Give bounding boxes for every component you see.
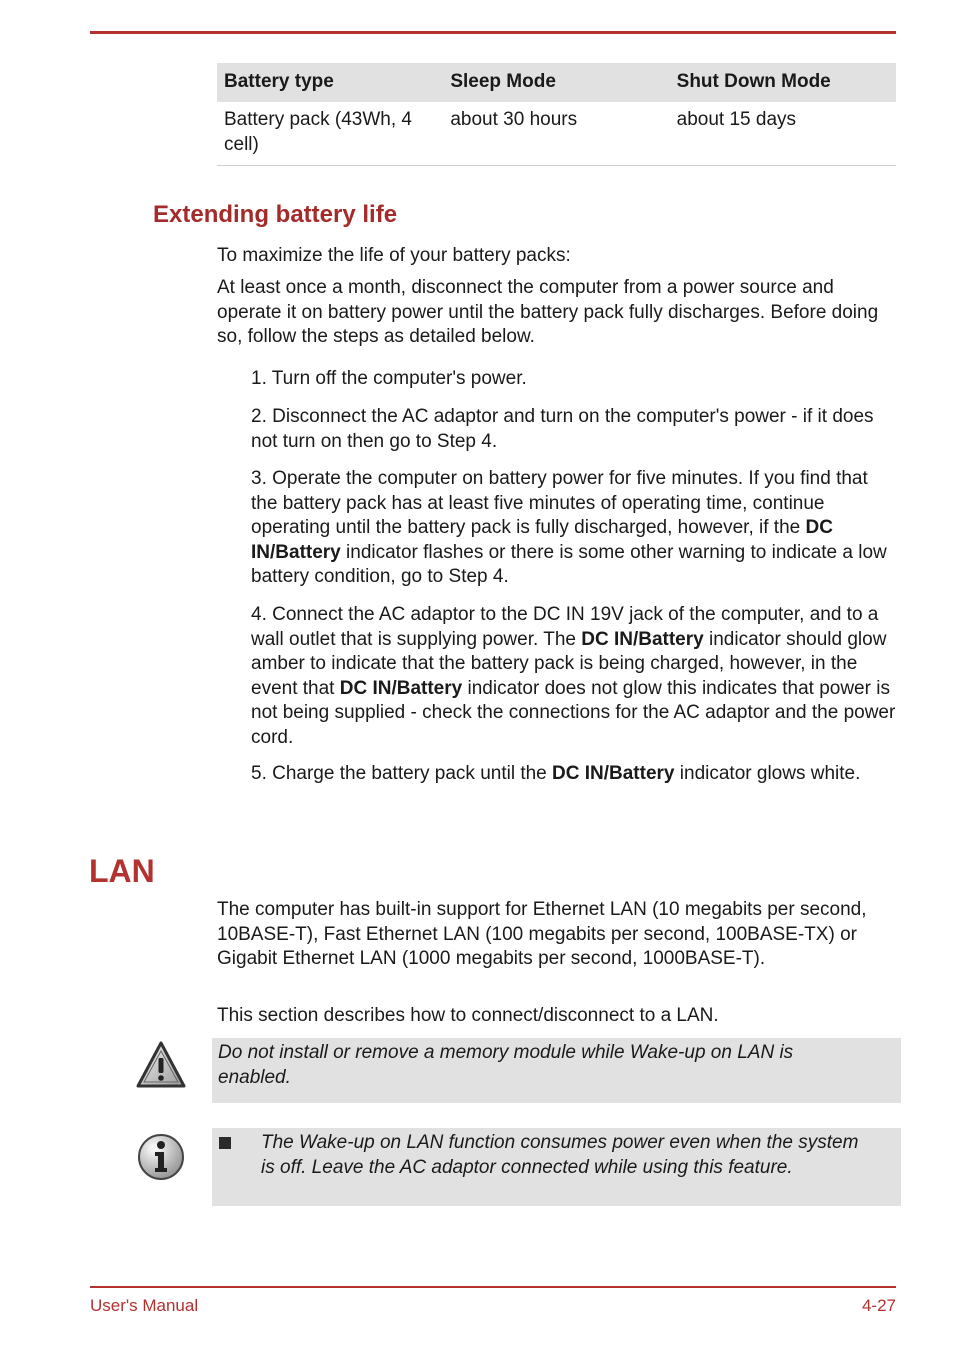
- header-rule: [90, 31, 896, 34]
- step-2: 2. Disconnect the AC adaptor and turn on the computer's power - if it does not turn on then go to Step 4.: [251, 406, 874, 452]
- battery-paragraph: At least once a month, disconnect the computer from a power source and operate it on battery power until the battery pack fully discharges. Before doing so, follow the steps as detailed below.: [217, 277, 879, 347]
- lan-section-description: This section describes how to connect/disconnect to a LAN.: [217, 1005, 719, 1026]
- dc-in-battery-label: DC IN/Battery: [581, 628, 704, 650]
- dc-in-battery-label: DC IN/Battery: [251, 517, 833, 563]
- battery-life-table: [217, 63, 896, 166]
- caution-note: [212, 1038, 901, 1103]
- bullet-square-icon: [219, 1137, 231, 1149]
- caution-text: Do not install or remove a memory module while Wake-up on LAN is enabled.: [218, 1042, 794, 1088]
- footer-manual-title: User's Manual: [90, 1296, 199, 1315]
- table-header-row: [217, 63, 896, 102]
- info-note: [212, 1128, 901, 1206]
- footer-rule: [90, 1286, 896, 1288]
- info-icon: [136, 1132, 186, 1190]
- table-row: [217, 102, 896, 166]
- col-header-shut-down-mode: Shut Down Mode: [670, 63, 896, 102]
- step-4: 4. Connect the AC adaptor to the DC IN 19V jack of the computer, and to a wall outlet that is supplying power. The DC IN/Battery indicator should glow amber to indicate that the battery pack is being charged, however, in the event that DC IN/Battery indicator does not glow this indicates that power is not being supplied - check the connections for the AC adaptor and the power cord.: [251, 604, 896, 748]
- cell-shut-down-mode: about 15 days: [670, 102, 896, 166]
- section-heading-lan: LAN: [89, 853, 155, 889]
- cell-sleep-mode: about 30 hours: [443, 102, 669, 166]
- step-1: 1. Turn off the computer's power.: [251, 368, 527, 389]
- step-5: 5. Charge the battery pack until the DC IN/Battery indicator glows white.: [251, 763, 861, 784]
- step-3: 3. Operate the computer on battery power for five minutes. If you find that the battery pack has at least five minutes of operating time, continue operating until the battery pack is fully discharged, however, if the DC IN/Battery indicator flashes or there is some other warning to indicate a low battery condition, go to Step 4.: [251, 468, 887, 587]
- col-header-battery-type: Battery type: [217, 63, 443, 102]
- info-text: The Wake-up on LAN function consumes power even when the system is off. Leave the AC adaptor connected while using this feature.: [261, 1132, 859, 1178]
- caution-icon: [136, 1040, 186, 1098]
- cell-battery-type: Battery pack (43Wh, 4 cell): [217, 102, 443, 166]
- dc-in-battery-label: DC IN/Battery: [552, 763, 675, 784]
- footer-page-number: 4-27: [861, 1296, 896, 1315]
- battery-intro: To maximize the life of your battery packs:: [217, 245, 571, 266]
- col-header-sleep-mode: Sleep Mode: [443, 63, 669, 102]
- section-heading-extending-battery-life: Extending battery life: [153, 201, 398, 228]
- lan-paragraph: The computer has built-in support for Ethernet LAN (10 megabits per second, 10BASE-T), Fast Ethernet LAN (100 megabits per second, 100BASE-TX) or Gigabit Ethernet LAN (1000 megabits per second, 1000BASE-T).: [217, 899, 867, 969]
- dc-in-battery-label: DC IN/Battery: [339, 677, 463, 699]
